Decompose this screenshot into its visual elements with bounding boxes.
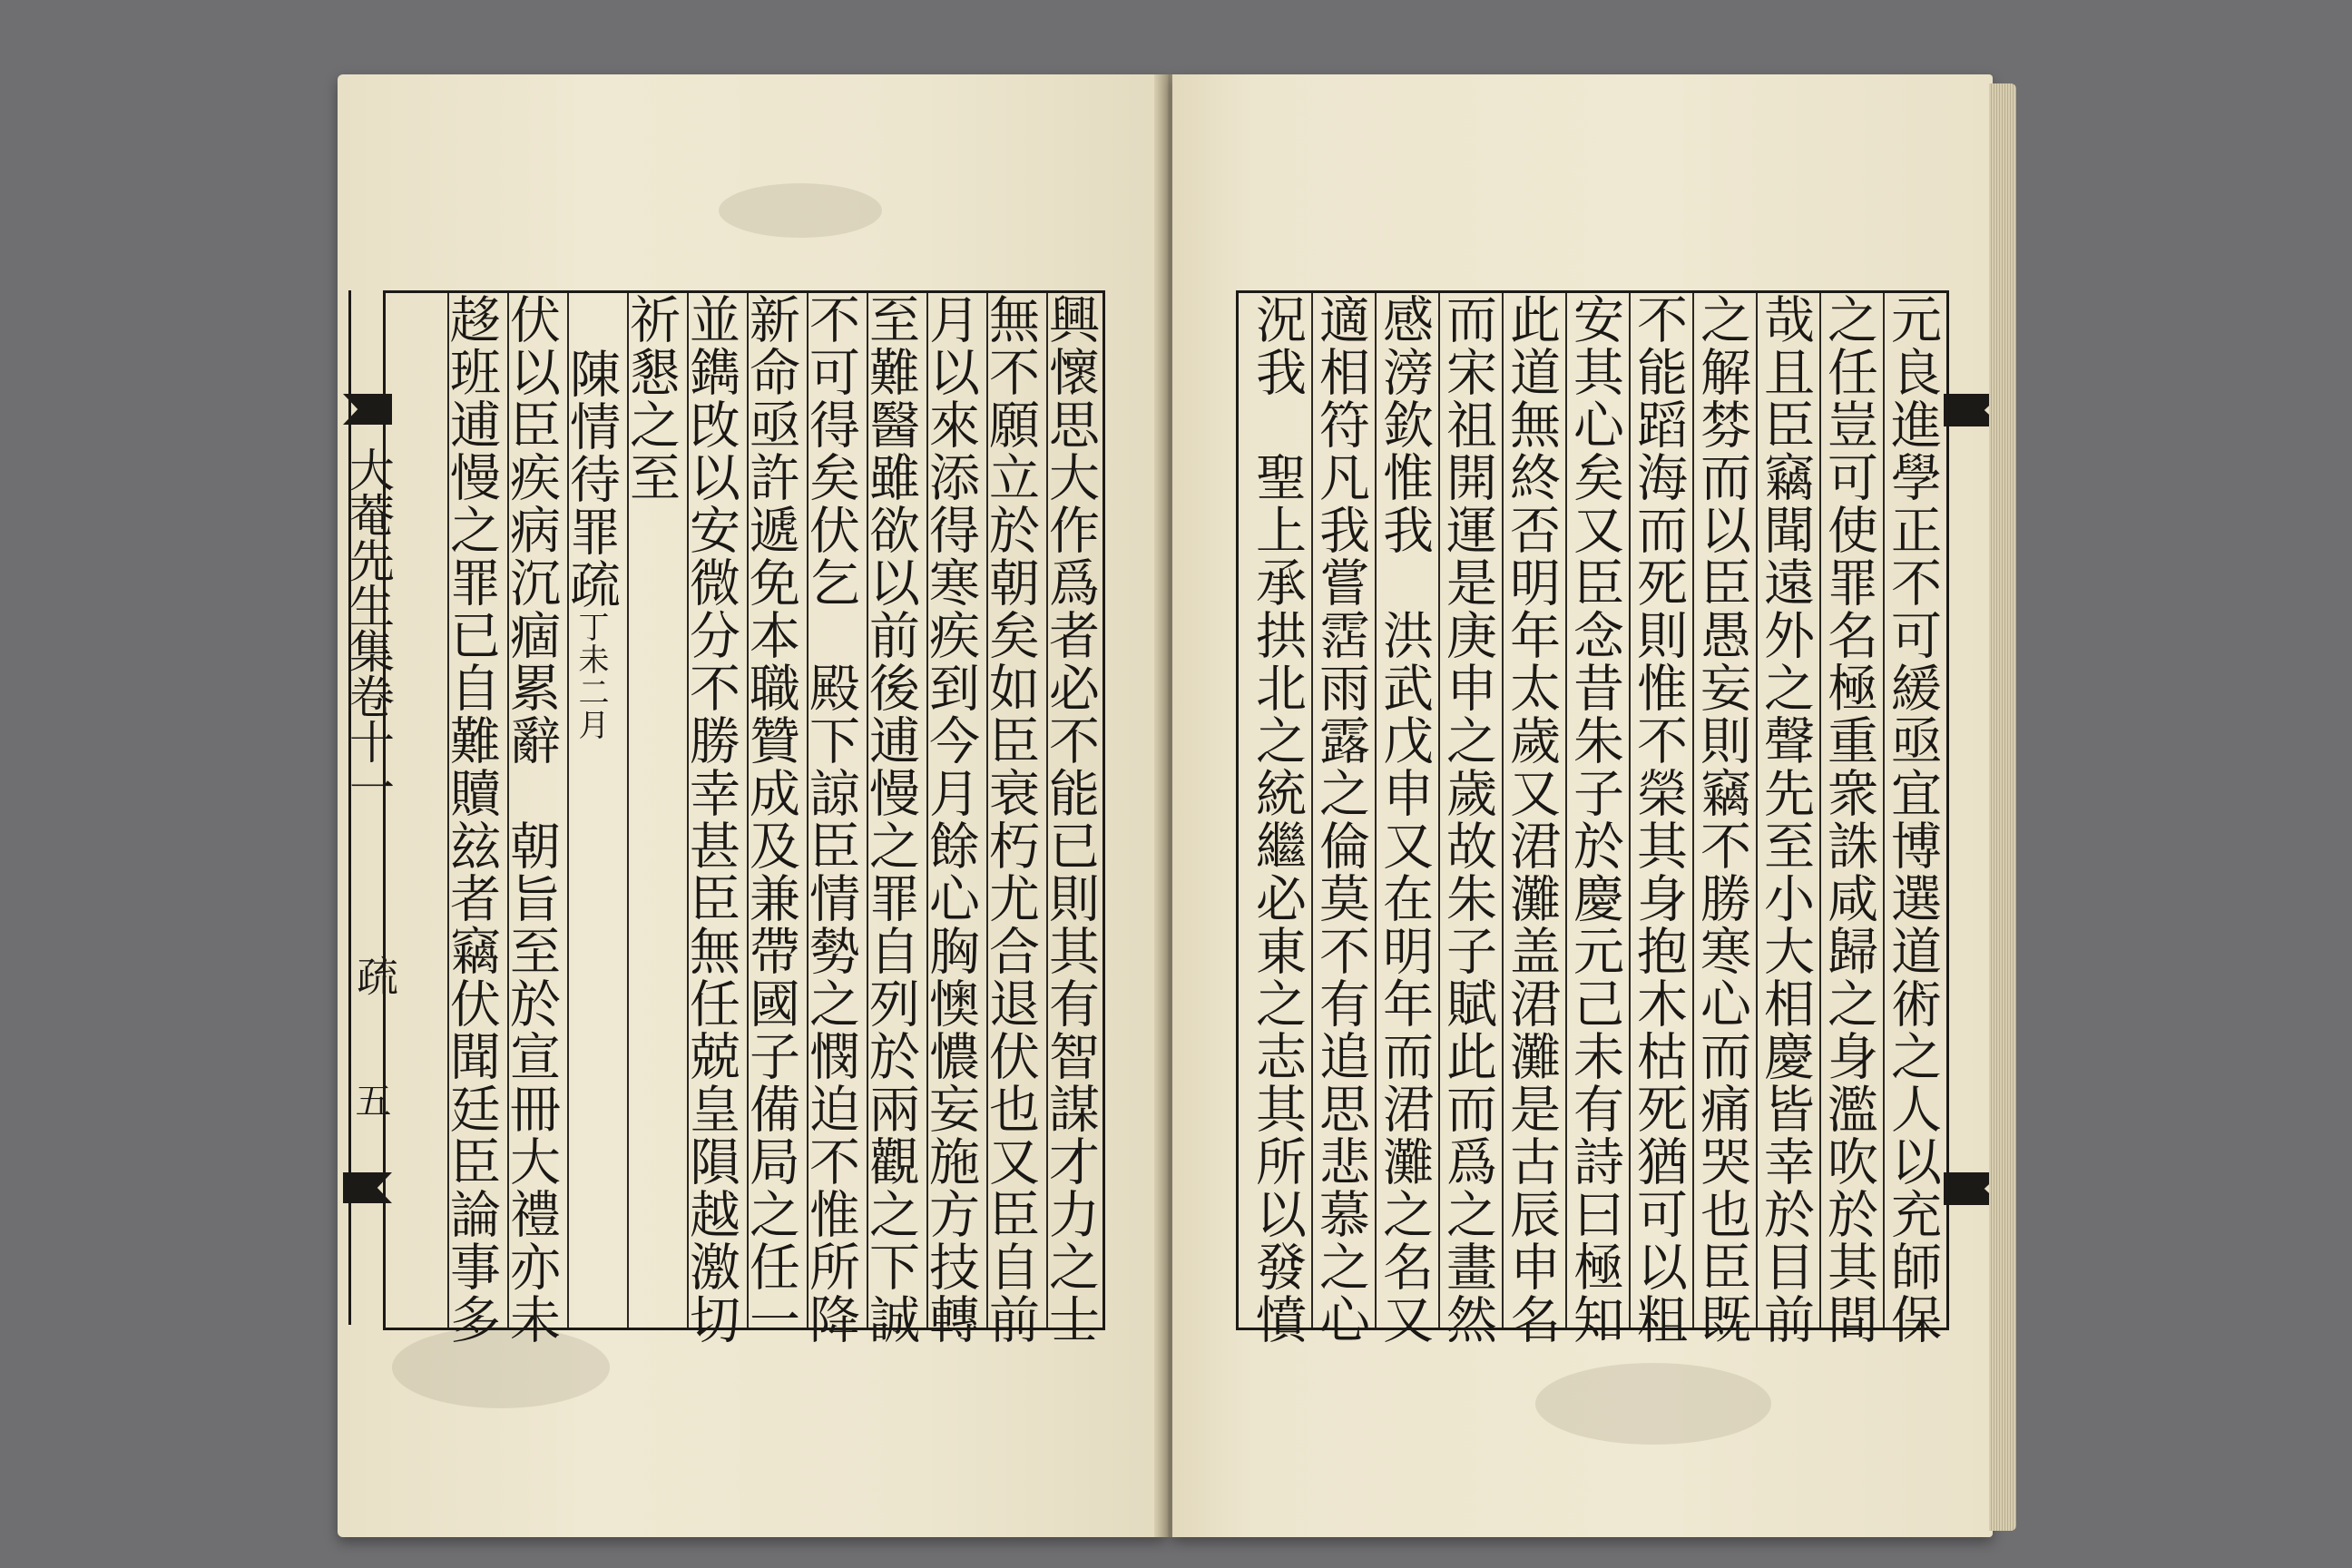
- right-page: [1172, 74, 1993, 1537]
- text-column: 不可得矣伏乞 殿下諒臣情勢之憫迫不惟所降: [801, 293, 860, 1346]
- left-text-frame: [383, 290, 1105, 1346]
- right-text-frame: [1236, 290, 1949, 1346]
- text-column: 感滂欽惟我 洪武戊申又在明年而涒灘之名又: [1375, 293, 1434, 1346]
- text-column: 元良進學正不可緩亟宜博選道術之人以充師保: [1883, 293, 1942, 1346]
- text-column: 至難醫雖欲以前後逋慢之罪自列於兩觀之下誠: [861, 293, 920, 1346]
- text-column: 之任豈可使罪名極重衆誅咸歸之身濫吹於其間: [1819, 293, 1878, 1346]
- text-column: 祈懇之至: [622, 293, 681, 504]
- open-book: [338, 74, 2014, 1537]
- memorial-title-note: 丁未二月: [573, 611, 609, 741]
- text-column: 無不願立於朝矣如臣衰朽尤合退伏也又臣自前: [981, 293, 1040, 1346]
- text-column: 之解棼而以臣愚妄則竊不勝寒心而痛哭也臣既: [1692, 293, 1751, 1346]
- text-column: 此道無終否明年太歲又涒灘盖涒灘是古辰申名: [1502, 293, 1561, 1346]
- text-column: 趍班逋慢之罪已自難贖玆者竊伏聞廷臣論事多: [442, 293, 501, 1346]
- text-column: 不能蹈海而死則惟不榮其身抱木枯死猶可以粗: [1629, 293, 1688, 1346]
- margin-rule: [338, 290, 351, 1325]
- memorial-title-text: 陳情待罪疏: [562, 348, 621, 611]
- text-column: 新命亟許遞免本職贊成及兼帶國子備局之任一: [741, 293, 800, 1346]
- text-column: 月以來添得寒疾到今月餘心胸懊憹妄施方技轉: [921, 293, 980, 1346]
- memorial-title: [558, 348, 623, 1328]
- paper-stain: [1535, 1363, 1771, 1445]
- text-column: 而宋祖開運是庚申之歲故朱子賦此而爲之畫然: [1438, 293, 1497, 1346]
- text-column: 興懷思大作爲者必不能已則其有智謀才力之士: [1041, 293, 1100, 1346]
- book-title: 大菴先生集卷十一: [342, 446, 395, 809]
- paper-stain: [719, 183, 882, 238]
- paper-stain: [392, 1327, 610, 1408]
- text-column: 安其心矣又臣念昔朱子於慶元己未有詩曰極知: [1565, 293, 1624, 1346]
- section-label: 疏: [350, 955, 399, 996]
- text-column: 並鐫攺以安微分不勝幸甚臣無任兢皇隕越激切: [681, 293, 740, 1346]
- text-column: 哉且臣竊聞遠外之聲先至小大相慶皆幸於目前: [1756, 293, 1815, 1346]
- page-number: 五: [349, 1082, 391, 1118]
- left-page: [338, 74, 1165, 1537]
- text-column: 伏以臣疾病沉痼累辭 朝旨至於宣冊大禮亦未: [502, 293, 561, 1346]
- text-column: 適相符凡我嘗霑雨露之倫莫不有追思悲慕之心: [1311, 293, 1370, 1346]
- page-edges: [1989, 83, 2016, 1531]
- text-column: 況我 聖上承拱北之統繼必東之志其所以發憤: [1248, 293, 1307, 1346]
